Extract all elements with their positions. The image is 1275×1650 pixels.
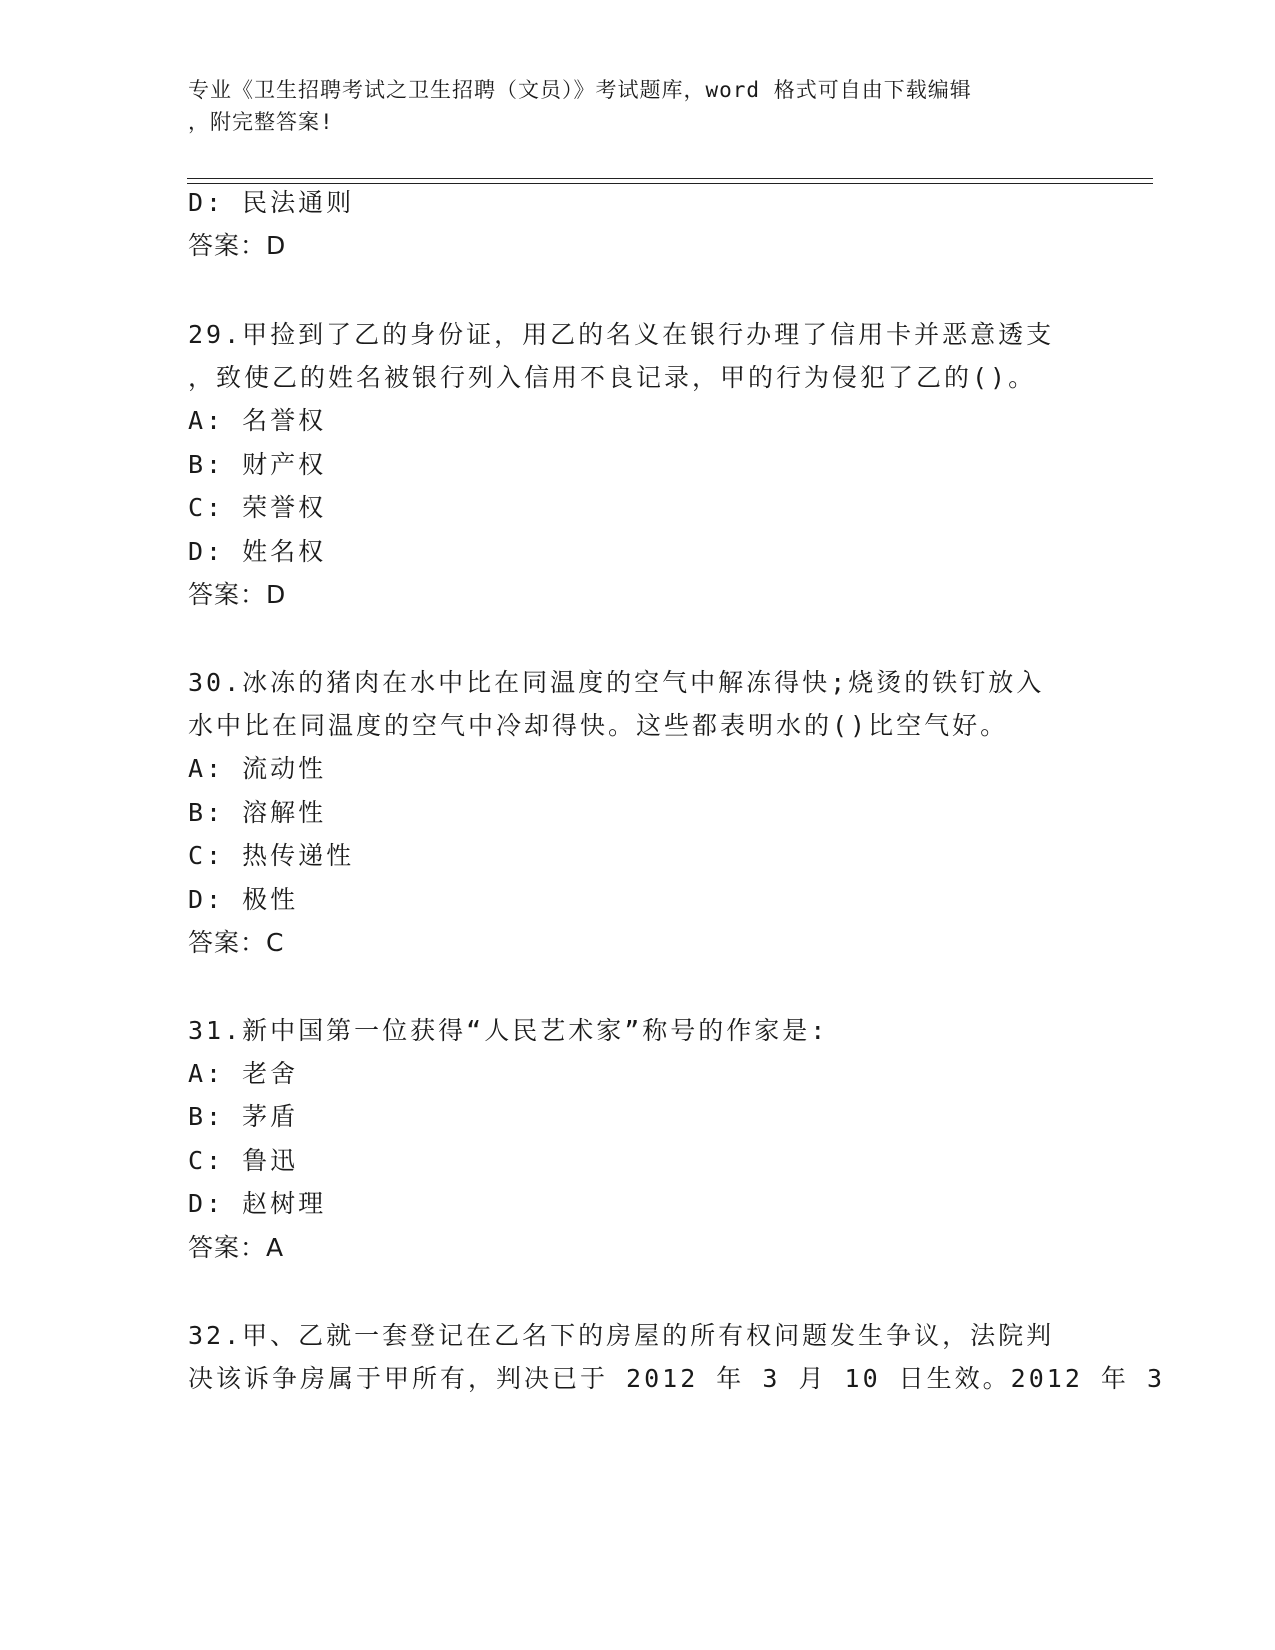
header-divider-bottom (187, 183, 1153, 184)
prev-answer: 答案：D (188, 231, 287, 260)
question-stem-line: 32.甲、乙就一套登记在乙名下的房屋的所有权问题发生争议，法院判 (188, 1321, 1055, 1350)
option-d: D: 姓名权 (188, 537, 327, 566)
question-stem-line: 30.冰冻的猪肉在水中比在同温度的空气中解冻得快;烧烫的铁钉放入 (188, 668, 1045, 697)
option-a: A: 老舍 (188, 1059, 299, 1088)
question-stem-line: 水中比在同温度的空气中冷却得快。这些都表明水的()比空气好。 (188, 711, 1009, 740)
option-c: C: 鲁迅 (188, 1146, 299, 1175)
question-stem-line: 31.新中国第一位获得“人民艺术家”称号的作家是: (188, 1016, 829, 1045)
answer: 答案：D (188, 580, 287, 609)
question-stem-line: 29.甲捡到了乙的身份证，用乙的名义在银行办理了信用卡并恶意透支 (188, 320, 1055, 349)
option-a: A: 流动性 (188, 754, 327, 783)
prev-option-d: D: 民法通则 (188, 188, 355, 217)
question-stem-line: 决该诉争房属于甲所有，判决已于 2012 年 3 月 10 日生效。2012 年 3 (188, 1364, 1166, 1393)
question-stem-line: ，致使乙的姓名被银行列入信用不良记录，甲的行为侵犯了乙的()。 (188, 363, 1037, 392)
option-a: A: 名誉权 (188, 406, 327, 435)
document-header (188, 74, 1068, 138)
header-line-1: 专业《卫生招聘考试之卫生招聘（文员）》考试题库，word 格式可自由下载编辑 (188, 78, 972, 102)
option-d: D: 极性 (188, 885, 299, 914)
header-line-2: ，附完整答案! (188, 110, 334, 134)
option-b: B: 茅盾 (188, 1102, 299, 1131)
answer: 答案：C (188, 928, 285, 957)
option-b: B: 财产权 (188, 450, 327, 479)
option-d: D: 赵树理 (188, 1189, 327, 1218)
answer: 答案：A (188, 1233, 285, 1262)
header-divider-top (187, 178, 1153, 179)
option-b: B: 溶解性 (188, 798, 327, 827)
option-c: C: 热传递性 (188, 841, 355, 870)
option-c: C: 荣誉权 (188, 493, 327, 522)
